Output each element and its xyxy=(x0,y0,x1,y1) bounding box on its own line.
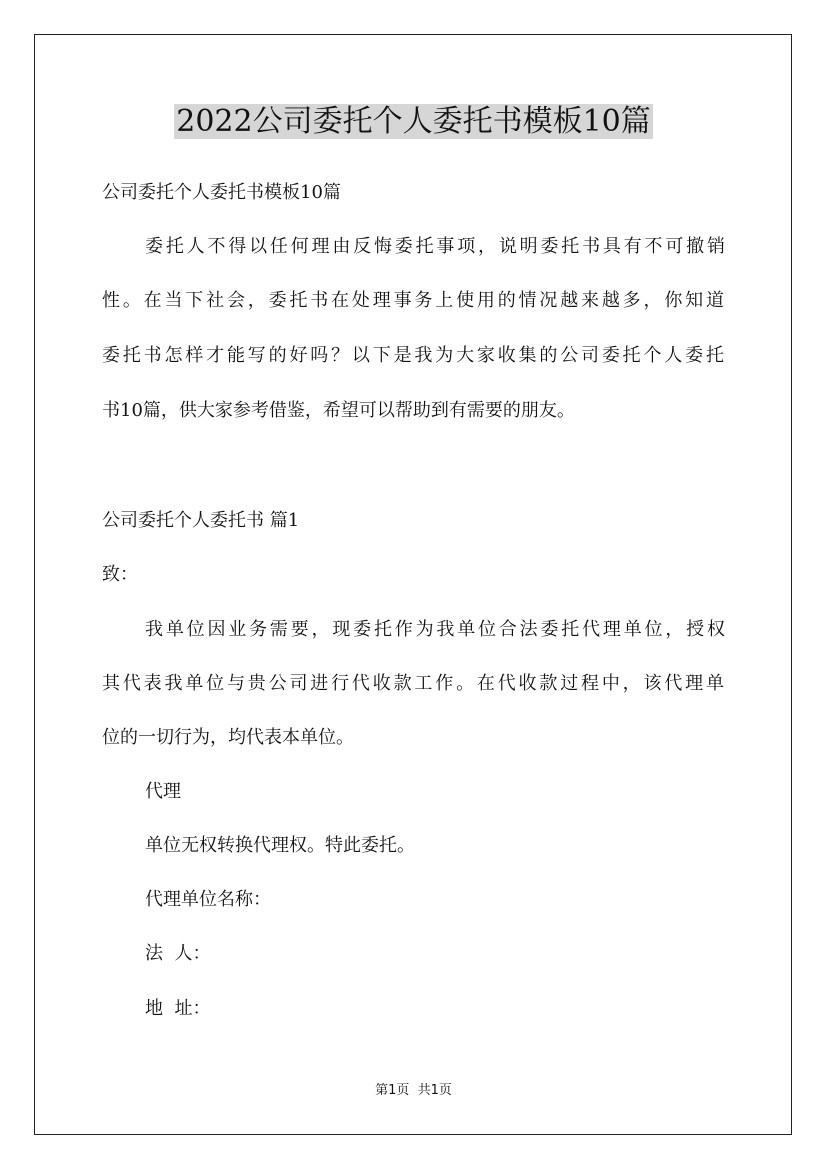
section-heading: 公司委托个人委托书 篇1 xyxy=(102,510,300,531)
intro-line-2: 性。在当下社会，委托书在处理事务上使用的情况越来越多，你知道 xyxy=(102,290,724,311)
document-title xyxy=(0,100,827,144)
agent-name-field: 代理单位名称： xyxy=(145,889,271,910)
page-footer: 第1页 共1页 xyxy=(375,1083,452,1098)
intro-line-1: 委托人不得以任何理由反悔委托事项，说明委托书具有不可撤销 xyxy=(145,236,725,257)
intro-line-3: 委托书怎样才能写的好吗？以下是我为大家收集的公司委托个人委托 xyxy=(102,345,724,366)
body-line-1: 我单位因业务需要，现委托作为我单位合法委托代理单位，授权 xyxy=(145,619,725,640)
address-field: 地 址： xyxy=(145,998,211,1019)
salutation: 致： xyxy=(102,564,138,585)
legal-person-field: 法 人： xyxy=(145,943,211,964)
body-line-2: 其代表我单位与贵公司进行代收款工作。在代收款过程中，该代理单 xyxy=(102,673,724,694)
document-title-text: 2022公司委托个人委托书模板10篇 xyxy=(176,104,651,139)
agent-line: 代理 xyxy=(145,781,181,802)
no-transfer-line: 单位无权转换代理权。特此委托。 xyxy=(145,835,415,856)
intro-line-4: 书10篇，供大家参考借鉴，希望可以帮助到有需要的朋友。 xyxy=(102,400,575,421)
document-subtitle: 公司委托个人委托书模板10篇 xyxy=(102,182,341,203)
body-line-3: 位的一切行为，均代表本单位。 xyxy=(102,727,354,748)
